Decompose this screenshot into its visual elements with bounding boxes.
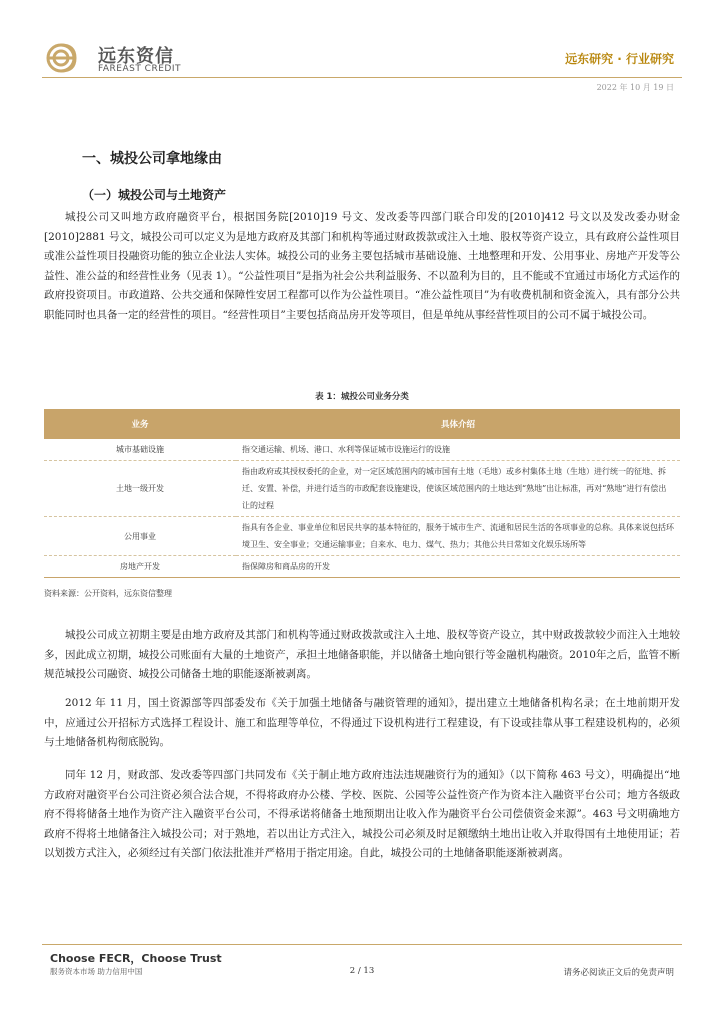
table-cell-category: 房地产开发 (44, 556, 236, 578)
paragraph-2012-notice: 2012 年 11 月，国土资源部等四部委发布《关于加强土地储备与融资管理的通知》，提出建立土地储备机构名录；在土地前期开发中，应通过公开招标方式选择工程设计、施工和监理等单位，不得通过下设机构进行工程建设，有下设或挂靠从事工程建设机构的，必须与土地储备机构彻底脱钩。 (44, 697, 680, 748)
table-cell-detail: 指保障房和商品房的开发 (236, 556, 680, 578)
brand-name: 远东资信 (98, 46, 174, 67)
paragraph-intro: 城投公司又叫地方政府融资平台，根据国务院[2010]19 号文、发改委等四部门联合印发的[2010]412 号文以及发改委办财金[2010]2881 号文，城投公司可以定义为是地方政府及其部门和机构等通过财政拨款或注入土地、股权等资产设立，具有政府公益性项目或准公益性项目投融资功能的独立企业法人实体。城投公司的业务主要包括城市基础设施、土地整理和开发、公用事业、房地产开发等公益性、准公益的和经营性业务（见表 1）。“公益性项目”是指为社会公共利益服务、不以盈利为目的，且不能或不宜通过市场化方式运作的政府投资项目。市政道路、公共交通和保障性安居工程都可以作为公益性项目。“准公益性项目”为有收费机制和资金流入，具有部分公共职能同时也具备一定的经营性的项目。“经营性项目”主要包括商品房开发等项目，但是单纯从事经营性项目的公司不属于城投公司。 (44, 211, 680, 321)
footer-divider (42, 944, 682, 945)
table-cell-detail: 指由政府或其授权委托的企业，对一定区域范围内的城市国有土地（毛地）或乡村集体土地（生地）进行统一的征地、拆迁、安置、补偿，并进行适当的市政配套设施建设，使该区域范围内的土地达到“熟地”出让标准，再对“熟地”进行有偿出让的过程 (236, 461, 680, 517)
table-caption: 表 1：城投公司业务分类 (315, 392, 409, 402)
table-cell-category: 公用事业 (44, 517, 236, 556)
table-row (44, 517, 680, 556)
report-category: 远东研究 · 行业研究 (565, 52, 674, 66)
paragraph-early-stage: 城投公司成立初期主要是由地方政府及其部门和机构等通过财政拨款或注入土地、股权等资产设立，其中财政拨款较少而注入土地较多，因此成立初期，城投公司账面有大量的土地资产，承担土地储备职能，并以储备土地向银行等金融机构融资。2010年之后，监管不断规范城投公司融资、城投公司储备土地的职能逐渐被剥离。 (44, 629, 680, 680)
table-cell-category: 城市基础设施 (44, 439, 236, 461)
table-header-category: 业务 (44, 409, 236, 439)
footer-slogan-sub: 服务资本市场 助力信用中国 (50, 967, 143, 976)
table-row (44, 461, 680, 517)
paragraph-463-document: 同年 12 月，财政部、发改委等四部门共同发布《关于制止地方政府违法违规融资行为的通知》（以下简称 463 号文），明确提出“地方政府对融资平台公司注资必须合法合规，不得将政府办公楼、学校、医院、公园等公益性资产作为资本注入融资平台公司；地方各级政府不得将储备土地作为资产注入融资平台公司，不得承诺将储备土地预期出让收入作为融资平台公司偿债资金来源”。463 号文明确地方政府不得将土地储备注入城投公司；对于熟地，若以出让方式注入，城投公司必须及时足额缴纳土地出让收入并取得国有土地使用证；若以划拨方式注入，必须经过有关部门依法批准并严格用于指定用途。自此，城投公司的土地储备职能逐渐被剥离。 (44, 769, 680, 859)
table-source: 资料来源：公开资料，远东资信整理 (44, 589, 172, 598)
table-header-detail: 具体介绍 (236, 409, 680, 439)
table-cell-detail: 指具有各企业、事业单位和居民共享的基本特征的，服务于城市生产、流通和居民生活的各项事业的总称。具体来说包括环境卫生、安全事业；交通运输事业；自来水、电力、煤气、热力；其他公共日常如文化娱乐场所等 (236, 517, 680, 556)
brand-name-en: FAREAST CREDIT (98, 64, 181, 74)
header-divider (42, 77, 682, 78)
subsection-heading: （一）城投公司与土地资产 (82, 188, 227, 202)
fareast-logo-icon (45, 42, 93, 74)
table-header-row (44, 409, 680, 439)
table-row (44, 439, 680, 461)
report-date: 2022 年 10 月 19 日 (596, 83, 674, 92)
section-heading: 一、城投公司拿地缘由 (82, 151, 222, 167)
page-number: 2 / 13 (349, 966, 375, 976)
page-header (0, 0, 724, 110)
table-cell-category: 土地一级开发 (44, 461, 236, 517)
business-classification-table (44, 409, 680, 578)
table-cell-detail: 指交通运输、机场、港口、水利等保证城市设施运行的设施 (236, 439, 680, 461)
footer-slogan: Choose FECR，Choose Trust (50, 952, 222, 965)
footer-disclaimer: 请务必阅读正文后的免责声明 (563, 968, 674, 978)
table-row (44, 556, 680, 578)
